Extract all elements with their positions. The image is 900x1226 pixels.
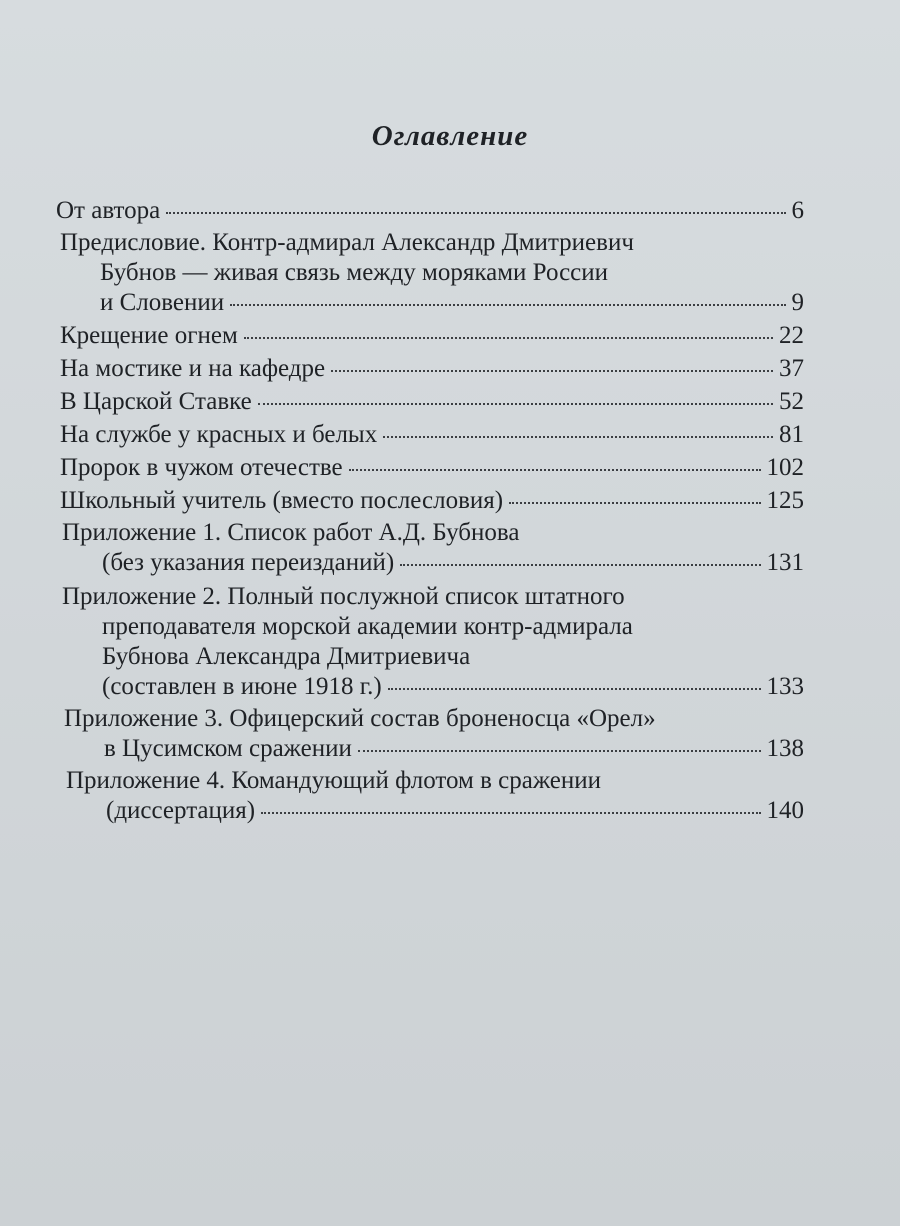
toc-entry-line — [56, 196, 804, 226]
page-number: 138 — [766, 735, 804, 762]
toc-entry — [60, 321, 804, 351]
toc-entry-title: В Царской Ставке — [60, 388, 252, 415]
dot-leader — [358, 750, 761, 752]
contents-title: Оглавление — [371, 120, 529, 152]
toc-entry — [62, 582, 804, 702]
toc-entry-title: На мостике и на кафедре — [60, 355, 326, 382]
toc-entry-line: Приложение 4. Командующий флотом в сражении — [66, 767, 601, 794]
dot-leader — [388, 688, 761, 690]
toc-entry-line — [66, 796, 804, 826]
toc-entry-title: На службе у красных и белых — [60, 421, 378, 448]
toc-entry-line: Приложение 1. Список работ А.Д. Бубнова — [62, 519, 520, 546]
toc-entry-line: Предисловие. Контр-адмирал Александр Дмитриевич — [60, 229, 634, 256]
page-number: 125 — [766, 487, 804, 514]
toc-entry-line — [62, 548, 804, 578]
toc-entry-line: Бубнова Александра Дмитриевича — [102, 643, 471, 670]
toc-entry — [60, 354, 804, 384]
toc-entry-title: (без указания переизданий) — [102, 549, 395, 576]
dot-leader — [261, 812, 760, 814]
dot-leader — [509, 502, 760, 504]
toc-entry-line: преподавателя морской академии контр-адмирала — [102, 613, 633, 640]
toc-entry-title: (составлен в июне 1918 г.) — [102, 673, 382, 700]
toc-entry-line: Бубнов — живая связь между моряками России — [100, 259, 609, 286]
toc-entry-line — [64, 734, 804, 764]
dot-leader — [331, 370, 773, 372]
toc-entry-title: От автора — [56, 197, 161, 224]
page-number: 52 — [779, 388, 804, 415]
toc-entry-line — [60, 387, 804, 417]
toc-entry — [66, 766, 804, 826]
page-number: 6 — [791, 197, 804, 224]
page-number: 22 — [779, 322, 804, 349]
toc-entry-line — [60, 420, 804, 450]
toc-entry-line — [60, 486, 804, 516]
toc-entry-line — [60, 288, 804, 318]
page-number: 102 — [766, 454, 804, 481]
toc-entry-line: Приложение 3. Офицерский состав броненосца «Орел» — [64, 705, 656, 732]
toc-entry-line — [60, 354, 804, 384]
toc-entry — [60, 420, 804, 450]
page-number: 81 — [779, 421, 804, 448]
toc-entry-title: Пророк в чужом отечестве — [60, 454, 343, 481]
toc-entry — [64, 704, 804, 764]
dot-leader — [258, 403, 773, 405]
toc-entry-line — [60, 453, 804, 483]
toc-entry — [60, 387, 804, 417]
toc-entry-line: Приложение 2. Полный послужной список штатного — [62, 583, 625, 610]
page-number: 131 — [766, 549, 804, 576]
dot-leader — [400, 564, 760, 566]
dot-leader — [244, 337, 773, 339]
toc-entry — [60, 453, 804, 483]
page-number: 37 — [779, 355, 804, 382]
dot-leader — [349, 469, 761, 471]
dot-leader — [166, 212, 785, 214]
toc-entry-line — [60, 321, 804, 351]
page-number: 9 — [791, 289, 804, 316]
toc-entry — [62, 518, 804, 578]
toc-entry-title: Крещение огнем — [60, 322, 238, 349]
toc-entry-line — [62, 672, 804, 702]
page-number: 133 — [766, 673, 804, 700]
table-of-contents — [56, 196, 804, 826]
dot-leader — [230, 304, 785, 306]
toc-entry-title: и Словении — [100, 289, 225, 316]
dot-leader — [383, 436, 773, 438]
toc-entry-title: в Цусимском сражении — [104, 735, 352, 762]
toc-entry — [60, 228, 804, 318]
page-number: 140 — [766, 797, 804, 824]
toc-entry-title: Школьный учитель (вместо послесловия) — [60, 487, 504, 514]
toc-entry-title: (диссертация) — [106, 797, 256, 824]
toc-entry — [60, 486, 804, 516]
toc-entry — [56, 196, 804, 226]
